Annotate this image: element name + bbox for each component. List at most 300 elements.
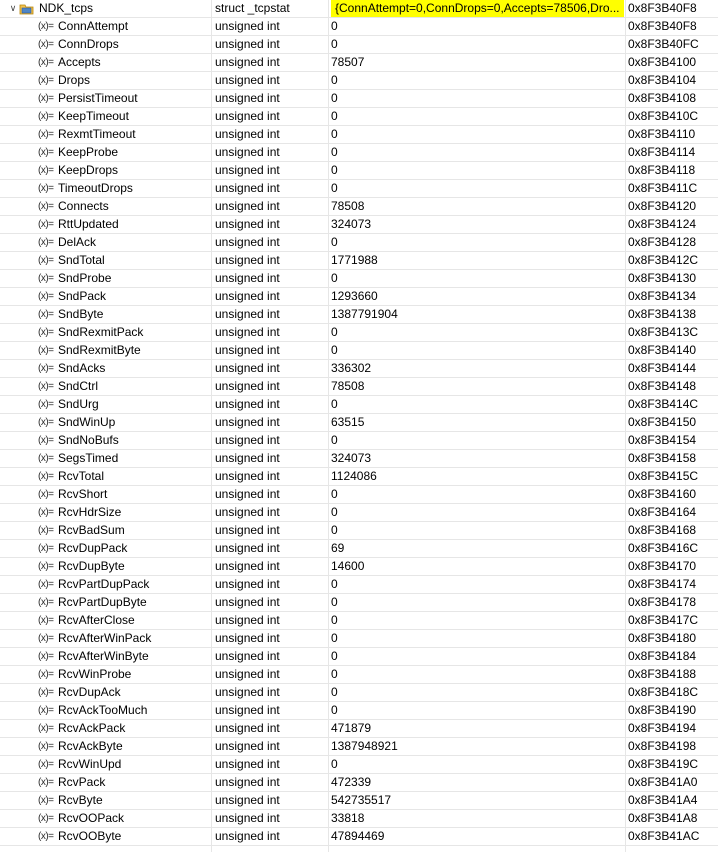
tree-row-KeepDrops[interactable] <box>0 162 718 180</box>
tree-row-RcvHdrSize[interactable] <box>0 504 718 522</box>
field-type: unsigned int <box>215 289 280 303</box>
variable-icon: (x)= <box>38 381 54 392</box>
field-name-cell[interactable] <box>0 738 208 755</box>
tree-row-SndTotal[interactable] <box>0 252 718 270</box>
variable-icon: (x)= <box>38 39 54 50</box>
variable-icon: (x)= <box>38 579 54 590</box>
field-name-cell[interactable] <box>0 432 208 449</box>
field-address: 0x8F3B410C <box>628 109 699 123</box>
variable-icon: (x)= <box>38 651 54 662</box>
tree-row-RcvAckPack[interactable] <box>0 720 718 738</box>
field-name: RcvPartDupByte <box>58 595 147 609</box>
field-type: unsigned int <box>215 343 280 357</box>
variable-icon: (x)= <box>38 129 54 140</box>
tree-row-SndProbe[interactable] <box>0 270 718 288</box>
field-value[interactable]: 0 <box>331 325 338 339</box>
variable-icon: (x)= <box>38 93 54 104</box>
tree-row-RcvOOByte[interactable] <box>0 828 718 846</box>
field-name-cell[interactable] <box>0 756 208 773</box>
field-address: 0x8F3B4120 <box>628 199 697 213</box>
field-value[interactable]: 0 <box>331 163 338 177</box>
field-address: 0x8F3B4168 <box>628 523 697 537</box>
field-value[interactable]: 78507 <box>331 55 365 69</box>
field-type: unsigned int <box>215 685 280 699</box>
field-value[interactable]: 542735517 <box>331 793 392 807</box>
field-type: unsigned int <box>215 703 280 717</box>
field-type: unsigned int <box>215 631 280 645</box>
field-address: 0x8F3B4110 <box>628 127 696 141</box>
field-address: 0x8F3B41A8 <box>628 811 698 825</box>
field-name-cell[interactable] <box>0 468 208 485</box>
variable-icon: (x)= <box>38 633 54 644</box>
tree-children <box>0 18 718 846</box>
root-value[interactable]: {ConnAttempt=0,ConnDrops=0,Accepts=78506,Dro... <box>331 0 624 17</box>
field-name-cell[interactable] <box>0 180 208 197</box>
field-name-cell[interactable] <box>0 666 208 683</box>
field-name-cell[interactable] <box>0 792 208 809</box>
field-type: unsigned int <box>215 271 280 285</box>
variable-icon: (x)= <box>38 471 54 482</box>
field-value[interactable]: 0 <box>331 487 338 501</box>
field-type: unsigned int <box>215 127 280 141</box>
field-value[interactable]: 472339 <box>331 775 372 789</box>
field-address: 0x8F3B4150 <box>628 415 697 429</box>
field-name-cell[interactable] <box>0 594 208 611</box>
field-name: RcvAckTooMuch <box>58 703 148 717</box>
field-type: unsigned int <box>215 775 280 789</box>
field-address: 0x8F3B4140 <box>628 343 697 357</box>
field-name: RcvShort <box>58 487 108 501</box>
tree-row-SndPack[interactable] <box>0 288 718 306</box>
field-name: RcvWinUpd <box>58 757 122 771</box>
field-name: SndWinUp <box>58 415 116 429</box>
field-name: SndUrg <box>58 397 99 411</box>
field-name: SegsTimed <box>58 451 119 465</box>
variable-icon: (x)= <box>38 291 54 302</box>
field-address: 0x8F3B415C <box>628 469 699 483</box>
tree-row-Accepts[interactable] <box>0 54 718 72</box>
field-address: 0x8F3B4198 <box>628 739 697 753</box>
field-name-cell[interactable] <box>0 342 208 359</box>
variable-icon: (x)= <box>38 21 54 32</box>
root-name-cell[interactable] <box>0 0 208 17</box>
field-name-cell[interactable] <box>0 324 208 341</box>
field-value[interactable]: 0 <box>331 595 338 609</box>
tree-row-RcvAckTooMuch[interactable] <box>0 702 718 720</box>
field-name-cell[interactable] <box>0 396 208 413</box>
field-name-cell[interactable] <box>0 684 208 701</box>
field-type: unsigned int <box>215 811 280 825</box>
field-name: RexmtTimeout <box>58 127 136 141</box>
field-name: RcvByte <box>58 793 103 807</box>
field-value[interactable]: 47894469 <box>331 829 385 843</box>
tree-row-SndRexmitByte[interactable] <box>0 342 718 360</box>
field-name-cell[interactable] <box>0 90 208 107</box>
field-address: 0x8F3B4160 <box>628 487 697 501</box>
field-address: 0x8F3B414C <box>628 397 699 411</box>
tree-row-DelAck[interactable] <box>0 234 718 252</box>
field-name: TimeoutDrops <box>58 181 133 195</box>
variable-icon: (x)= <box>38 183 54 194</box>
field-value[interactable]: 63515 <box>331 415 365 429</box>
tree-row-RcvAckByte[interactable] <box>0 738 718 756</box>
field-name-cell[interactable] <box>0 576 208 593</box>
field-name-cell[interactable] <box>0 648 208 665</box>
variable-icon: (x)= <box>38 345 54 356</box>
field-value[interactable]: 1124086 <box>331 469 377 483</box>
root-type: struct _tcpstat <box>215 1 290 15</box>
field-address: 0x8F3B4130 <box>628 271 697 285</box>
field-type: unsigned int <box>215 379 280 393</box>
field-name-cell[interactable] <box>0 162 208 179</box>
field-value[interactable]: 0 <box>331 235 338 249</box>
tree-row-SndCtrl[interactable] <box>0 378 718 396</box>
tree-row-RcvPartDupPack[interactable] <box>0 576 718 594</box>
tree-row-KeepTimeout[interactable] <box>0 108 718 126</box>
field-type: unsigned int <box>215 163 280 177</box>
tree-row-RcvPartDupByte[interactable] <box>0 594 718 612</box>
tree-row-SegsTimed[interactable] <box>0 450 718 468</box>
tree-row-SndByte[interactable] <box>0 306 718 324</box>
field-value[interactable]: 0 <box>331 343 338 357</box>
field-value[interactable]: 0 <box>331 433 338 447</box>
field-address: 0x8F3B40FC <box>628 37 699 51</box>
variable-icon: (x)= <box>38 255 54 266</box>
field-type: unsigned int <box>215 667 280 681</box>
tree-row-TimeoutDrops[interactable] <box>0 180 718 198</box>
variable-icon: (x)= <box>38 399 54 410</box>
field-name-cell[interactable] <box>0 414 208 431</box>
field-type: unsigned int <box>215 235 280 249</box>
field-type: unsigned int <box>215 361 280 375</box>
tree-row-SndUrg[interactable] <box>0 396 718 414</box>
variable-icon: (x)= <box>38 525 54 536</box>
field-type: unsigned int <box>215 19 280 33</box>
field-address: 0x8F3B4100 <box>628 55 697 69</box>
tree-row-RcvTotal[interactable] <box>0 468 718 486</box>
field-address: 0x8F3B4190 <box>628 703 697 717</box>
field-address: 0x8F3B418C <box>628 685 699 699</box>
field-type: unsigned int <box>215 109 280 123</box>
field-value[interactable]: 0 <box>331 181 338 195</box>
field-value[interactable]: 1771988 <box>331 253 378 267</box>
field-value[interactable]: 78508 <box>331 379 365 393</box>
field-address: 0x8F3B41A0 <box>628 775 698 789</box>
tree-row-RcvOOPack[interactable] <box>0 810 718 828</box>
field-address: 0x8F3B4164 <box>628 505 697 519</box>
field-name-cell[interactable] <box>0 612 208 629</box>
field-address: 0x8F3B417C <box>628 613 699 627</box>
field-value[interactable]: 471879 <box>331 721 372 735</box>
field-name: RcvPack <box>58 775 106 789</box>
field-name: Connects <box>58 199 109 213</box>
tree-row-RcvAfterWinByte[interactable] <box>0 648 718 666</box>
field-type: unsigned int <box>215 397 280 411</box>
variable-icon: (x)= <box>38 111 54 122</box>
tree-row-RcvAfterClose[interactable] <box>0 612 718 630</box>
tree-row-SndWinUp[interactable] <box>0 414 718 432</box>
field-name-cell[interactable] <box>0 270 208 287</box>
field-type: unsigned int <box>215 577 280 591</box>
field-name-cell[interactable] <box>0 252 208 269</box>
field-address: 0x8F3B419C <box>628 757 699 771</box>
field-name-cell[interactable] <box>0 504 208 521</box>
field-name: SndAcks <box>58 361 106 375</box>
field-value[interactable]: 0 <box>331 271 338 285</box>
field-type: unsigned int <box>215 37 280 51</box>
tree-row-SndAcks[interactable] <box>0 360 718 378</box>
field-name: ConnAttempt <box>58 19 129 33</box>
field-name-cell[interactable] <box>0 18 208 35</box>
field-name: SndTotal <box>58 253 105 267</box>
variable-icon: (x)= <box>38 237 54 248</box>
field-name-cell[interactable] <box>0 450 208 467</box>
field-name-cell[interactable] <box>0 522 208 539</box>
field-address: 0x8F3B4148 <box>628 379 697 393</box>
field-name: SndProbe <box>58 271 112 285</box>
variable-icon: (x)= <box>38 723 54 734</box>
tree-row-RcvBadSum[interactable] <box>0 522 718 540</box>
root-name: NDK_tcps <box>39 1 94 15</box>
field-value[interactable]: 0 <box>331 757 338 771</box>
field-value[interactable]: 0 <box>331 577 338 591</box>
field-name: SndPack <box>58 289 107 303</box>
field-name-cell[interactable] <box>0 288 208 305</box>
field-value[interactable]: 0 <box>331 73 338 87</box>
field-name: SndNoBufs <box>58 433 119 447</box>
tree-row-RttUpdated[interactable] <box>0 216 718 234</box>
field-name-cell[interactable] <box>0 702 208 719</box>
field-value[interactable]: 324073 <box>331 451 372 465</box>
field-address: 0x8F3B4114 <box>628 145 696 159</box>
field-name: ConnDrops <box>58 37 119 51</box>
field-address: 0x8F3B4188 <box>628 667 697 681</box>
field-type: unsigned int <box>215 793 280 807</box>
field-name: RcvPartDupPack <box>58 577 150 591</box>
field-address: 0x8F3B4144 <box>628 361 697 375</box>
variable-icon: (x)= <box>38 543 54 554</box>
field-value[interactable]: 0 <box>331 19 338 33</box>
variable-icon: (x)= <box>38 705 54 716</box>
tree-row-RcvAfterWinPack[interactable] <box>0 630 718 648</box>
field-name-cell[interactable] <box>0 810 208 827</box>
field-value[interactable]: 0 <box>331 109 338 123</box>
field-value[interactable]: 0 <box>331 631 338 645</box>
tree-row-Connects[interactable] <box>0 198 718 216</box>
field-name: RcvDupAck <box>58 685 121 699</box>
field-address: 0x8F3B4124 <box>628 217 697 231</box>
field-address: 0x8F3B4194 <box>628 721 697 735</box>
field-name: RcvAfterWinByte <box>58 649 149 663</box>
field-type: unsigned int <box>215 217 280 231</box>
field-value[interactable]: 0 <box>331 397 338 411</box>
tree-row-RexmtTimeout[interactable] <box>0 126 718 144</box>
field-name-cell[interactable] <box>0 72 208 89</box>
field-name: RcvHdrSize <box>58 505 122 519</box>
field-value[interactable]: 0 <box>331 37 338 51</box>
field-name-cell[interactable] <box>0 36 208 53</box>
field-value[interactable]: 1387791904 <box>331 307 398 321</box>
field-name: RcvBadSum <box>58 523 125 537</box>
field-address: 0x8F3B41A4 <box>628 793 698 807</box>
variable-icon: (x)= <box>38 327 54 338</box>
field-name-cell[interactable] <box>0 306 208 323</box>
field-value[interactable]: 324073 <box>331 217 372 231</box>
field-type: unsigned int <box>215 757 280 771</box>
field-address: 0x8F3B4184 <box>628 649 697 663</box>
variable-icon: (x)= <box>38 363 54 374</box>
field-name: RttUpdated <box>58 217 119 231</box>
field-name-cell[interactable] <box>0 558 208 575</box>
tree-row-Drops[interactable] <box>0 72 718 90</box>
tree-row-SndNoBufs[interactable] <box>0 432 718 450</box>
field-type: unsigned int <box>215 559 280 573</box>
field-type: unsigned int <box>215 451 280 465</box>
variable-icon: (x)= <box>38 435 54 446</box>
field-value[interactable]: 69 <box>331 541 345 555</box>
field-address: 0x8F3B4134 <box>628 289 697 303</box>
field-type: unsigned int <box>215 487 280 501</box>
field-name: KeepDrops <box>58 163 119 177</box>
field-address: 0x8F3B4158 <box>628 451 697 465</box>
root-address: 0x8F3B40F8 <box>628 1 697 15</box>
field-value[interactable]: 0 <box>331 649 338 663</box>
variable-icon: (x)= <box>38 219 54 230</box>
field-address: 0x8F3B41AC <box>628 829 700 843</box>
field-name: KeepProbe <box>58 145 119 159</box>
field-value[interactable]: 0 <box>331 91 338 105</box>
variable-icon: (x)= <box>38 615 54 626</box>
field-value[interactable]: 0 <box>331 703 338 717</box>
field-name-cell[interactable] <box>0 216 208 233</box>
tree-row-RcvDupAck[interactable] <box>0 684 718 702</box>
field-value[interactable]: 1293660 <box>331 289 378 303</box>
tree-row-RcvWinUpd[interactable] <box>0 756 718 774</box>
field-name: RcvDupPack <box>58 541 128 555</box>
variable-icon: (x)= <box>38 687 54 698</box>
field-name-cell[interactable] <box>0 360 208 377</box>
field-type: unsigned int <box>215 73 280 87</box>
field-name-cell[interactable] <box>0 540 208 557</box>
variable-icon: (x)= <box>38 669 54 680</box>
field-address: 0x8F3B4174 <box>628 577 697 591</box>
field-name-cell[interactable] <box>0 126 208 143</box>
tree-root-row[interactable] <box>0 0 718 18</box>
field-value[interactable]: 78508 <box>331 199 365 213</box>
field-name-cell[interactable] <box>0 378 208 395</box>
field-name: SndRexmitPack <box>58 325 144 339</box>
field-value[interactable]: 0 <box>331 667 338 681</box>
field-type: unsigned int <box>215 523 280 537</box>
tree-row-ConnAttempt[interactable] <box>0 18 718 36</box>
tree-row-RcvDupPack[interactable] <box>0 540 718 558</box>
field-address: 0x8F3B4138 <box>628 307 697 321</box>
variable-icon: (x)= <box>38 453 54 464</box>
field-name: RcvAckByte <box>58 739 123 753</box>
variable-icon: (x)= <box>38 561 54 572</box>
variable-icon: (x)= <box>38 273 54 284</box>
field-type: unsigned int <box>215 199 280 213</box>
field-type: unsigned int <box>215 91 280 105</box>
field-name: Drops <box>58 73 91 87</box>
tree-row-ConnDrops[interactable] <box>0 36 718 54</box>
tree-row-RcvShort[interactable] <box>0 486 718 504</box>
struct-variable-icon <box>19 2 35 15</box>
tree-row-SndRexmitPack[interactable] <box>0 324 718 342</box>
field-type: unsigned int <box>215 145 280 159</box>
variable-icon: (x)= <box>38 309 54 320</box>
chevron-down-icon[interactable]: ∨ <box>9 3 17 13</box>
field-type: unsigned int <box>215 505 280 519</box>
field-value[interactable]: 0 <box>331 523 338 537</box>
field-value[interactable]: 0 <box>331 613 338 627</box>
field-name: RcvAckPack <box>58 721 126 735</box>
field-address: 0x8F3B411C <box>628 181 698 195</box>
field-name: SndCtrl <box>58 379 99 393</box>
variable-icon: (x)= <box>38 507 54 518</box>
field-type: unsigned int <box>215 307 280 321</box>
field-name-cell[interactable] <box>0 54 208 71</box>
field-name: RcvAfterClose <box>58 613 135 627</box>
field-name-cell[interactable] <box>0 144 208 161</box>
field-type: unsigned int <box>215 649 280 663</box>
field-type: unsigned int <box>215 253 280 267</box>
field-type: unsigned int <box>215 595 280 609</box>
tree-row-RcvPack[interactable] <box>0 774 718 792</box>
field-name: RcvOOPack <box>58 811 125 825</box>
field-name: RcvTotal <box>58 469 105 483</box>
field-name: SndRexmitByte <box>58 343 141 357</box>
tree-row-KeepProbe[interactable] <box>0 144 718 162</box>
field-name-cell[interactable] <box>0 630 208 647</box>
field-value[interactable]: 0 <box>331 505 338 519</box>
field-type: unsigned int <box>215 415 280 429</box>
field-type: unsigned int <box>215 55 280 69</box>
field-name-cell[interactable] <box>0 108 208 125</box>
field-name-cell[interactable] <box>0 198 208 215</box>
field-value[interactable]: 1387948921 <box>331 739 398 753</box>
field-address: 0x8F3B40F8 <box>628 19 697 33</box>
field-address: 0x8F3B4154 <box>628 433 697 447</box>
variable-icon: (x)= <box>38 165 54 176</box>
field-address: 0x8F3B4108 <box>628 91 697 105</box>
field-type: unsigned int <box>215 433 280 447</box>
tree-row-RcvByte[interactable] <box>0 792 718 810</box>
field-value[interactable]: 0 <box>331 685 338 699</box>
field-name-cell[interactable] <box>0 828 208 845</box>
field-value[interactable]: 0 <box>331 127 338 141</box>
field-type: unsigned int <box>215 739 280 753</box>
field-value[interactable]: 336302 <box>331 361 372 375</box>
field-value[interactable]: 14600 <box>331 559 365 573</box>
tree-row-PersistTimeout[interactable] <box>0 90 718 108</box>
field-name-cell[interactable] <box>0 486 208 503</box>
field-name: RcvDupByte <box>58 559 125 573</box>
field-name: Accepts <box>58 55 101 69</box>
variable-icon: (x)= <box>38 759 54 770</box>
field-name: DelAck <box>58 235 97 249</box>
field-value[interactable]: 33818 <box>331 811 365 825</box>
field-name-cell[interactable] <box>0 774 208 791</box>
field-name-cell[interactable] <box>0 234 208 251</box>
field-type: unsigned int <box>215 469 280 483</box>
tree-row-RcvWinProbe[interactable] <box>0 666 718 684</box>
field-name-cell[interactable] <box>0 720 208 737</box>
tree-row-RcvDupByte[interactable] <box>0 558 718 576</box>
field-name: SndByte <box>58 307 104 321</box>
variable-icon: (x)= <box>38 201 54 212</box>
field-value[interactable]: 0 <box>331 145 338 159</box>
